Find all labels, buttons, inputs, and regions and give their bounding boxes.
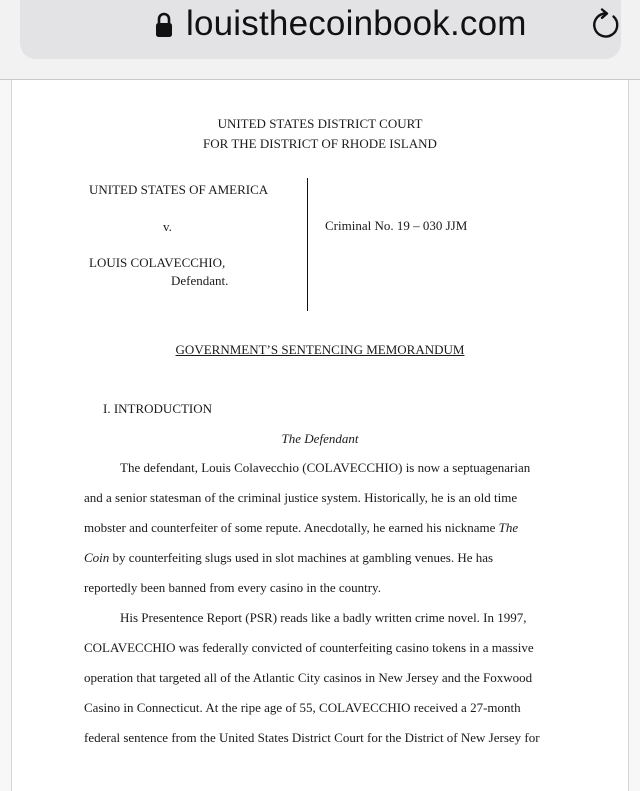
criminal-number: Criminal No. 19 – 030 JJM [325, 218, 468, 233]
italic-run: Coin [84, 550, 110, 565]
memo-title: GOVERNMENT’S SENTENCING MEMORANDUM [175, 342, 465, 357]
paragraph-line [84, 550, 493, 566]
caption-divider [307, 178, 308, 311]
paragraph-line: COLAVECCHIO was federally convicted of counterfeiting casino tokens in a massive [84, 640, 534, 655]
italic-run: The [498, 520, 519, 535]
court-district: FOR THE DISTRICT OF RHODE ISLAND [203, 136, 437, 151]
paragraph-line: reportedly been banned from every casino in the country. [84, 580, 381, 595]
paragraph-line: and a senior statesman of the criminal justice system. Historically, he is an old time [84, 490, 518, 505]
paragraph-line: operation that targeted all of the Atlantic City casinos in New Jersey and the Foxwood [84, 670, 533, 685]
subheading: The Defendant [281, 431, 359, 446]
section-heading: I. INTRODUCTION [103, 401, 213, 416]
paragraph-line: His Presentence Report (PSR) reads like a badly written crime novel. In 1997, [120, 610, 527, 625]
lock-icon [155, 12, 173, 38]
versus: v. [163, 219, 172, 234]
paragraph-line: federal sentence from the United States District Court for the District of New Jersey for [84, 730, 540, 745]
paragraph-line [84, 520, 518, 536]
court-name: UNITED STATES DISTRICT COURT [217, 116, 423, 131]
browser-toolbar [0, 0, 640, 80]
plaintiff: UNITED STATES OF AMERICA [89, 182, 269, 197]
url-text[interactable]: louisthecoinbook.com [186, 4, 527, 43]
paragraph-line: The defendant, Louis Colavecchio (COLAVECCHIO) is now a septuagenarian [120, 460, 531, 475]
address-bar[interactable] [20, 0, 621, 59]
defendant-label: Defendant. [171, 273, 229, 288]
reload-icon[interactable] [588, 7, 624, 43]
paragraph-line: Casino in Connecticut. At the ripe age of 55, COLAVECCHIO received a 27-month [84, 700, 521, 715]
defendant-name: LOUIS COLAVECCHIO, [89, 255, 226, 270]
text-run: by counterfeiting slugs used in slot machines at gambling venues. He has [109, 550, 494, 565]
text-run: mobster and counterfeiter of some repute. Anecdotally, he earned his nickname [84, 520, 499, 535]
